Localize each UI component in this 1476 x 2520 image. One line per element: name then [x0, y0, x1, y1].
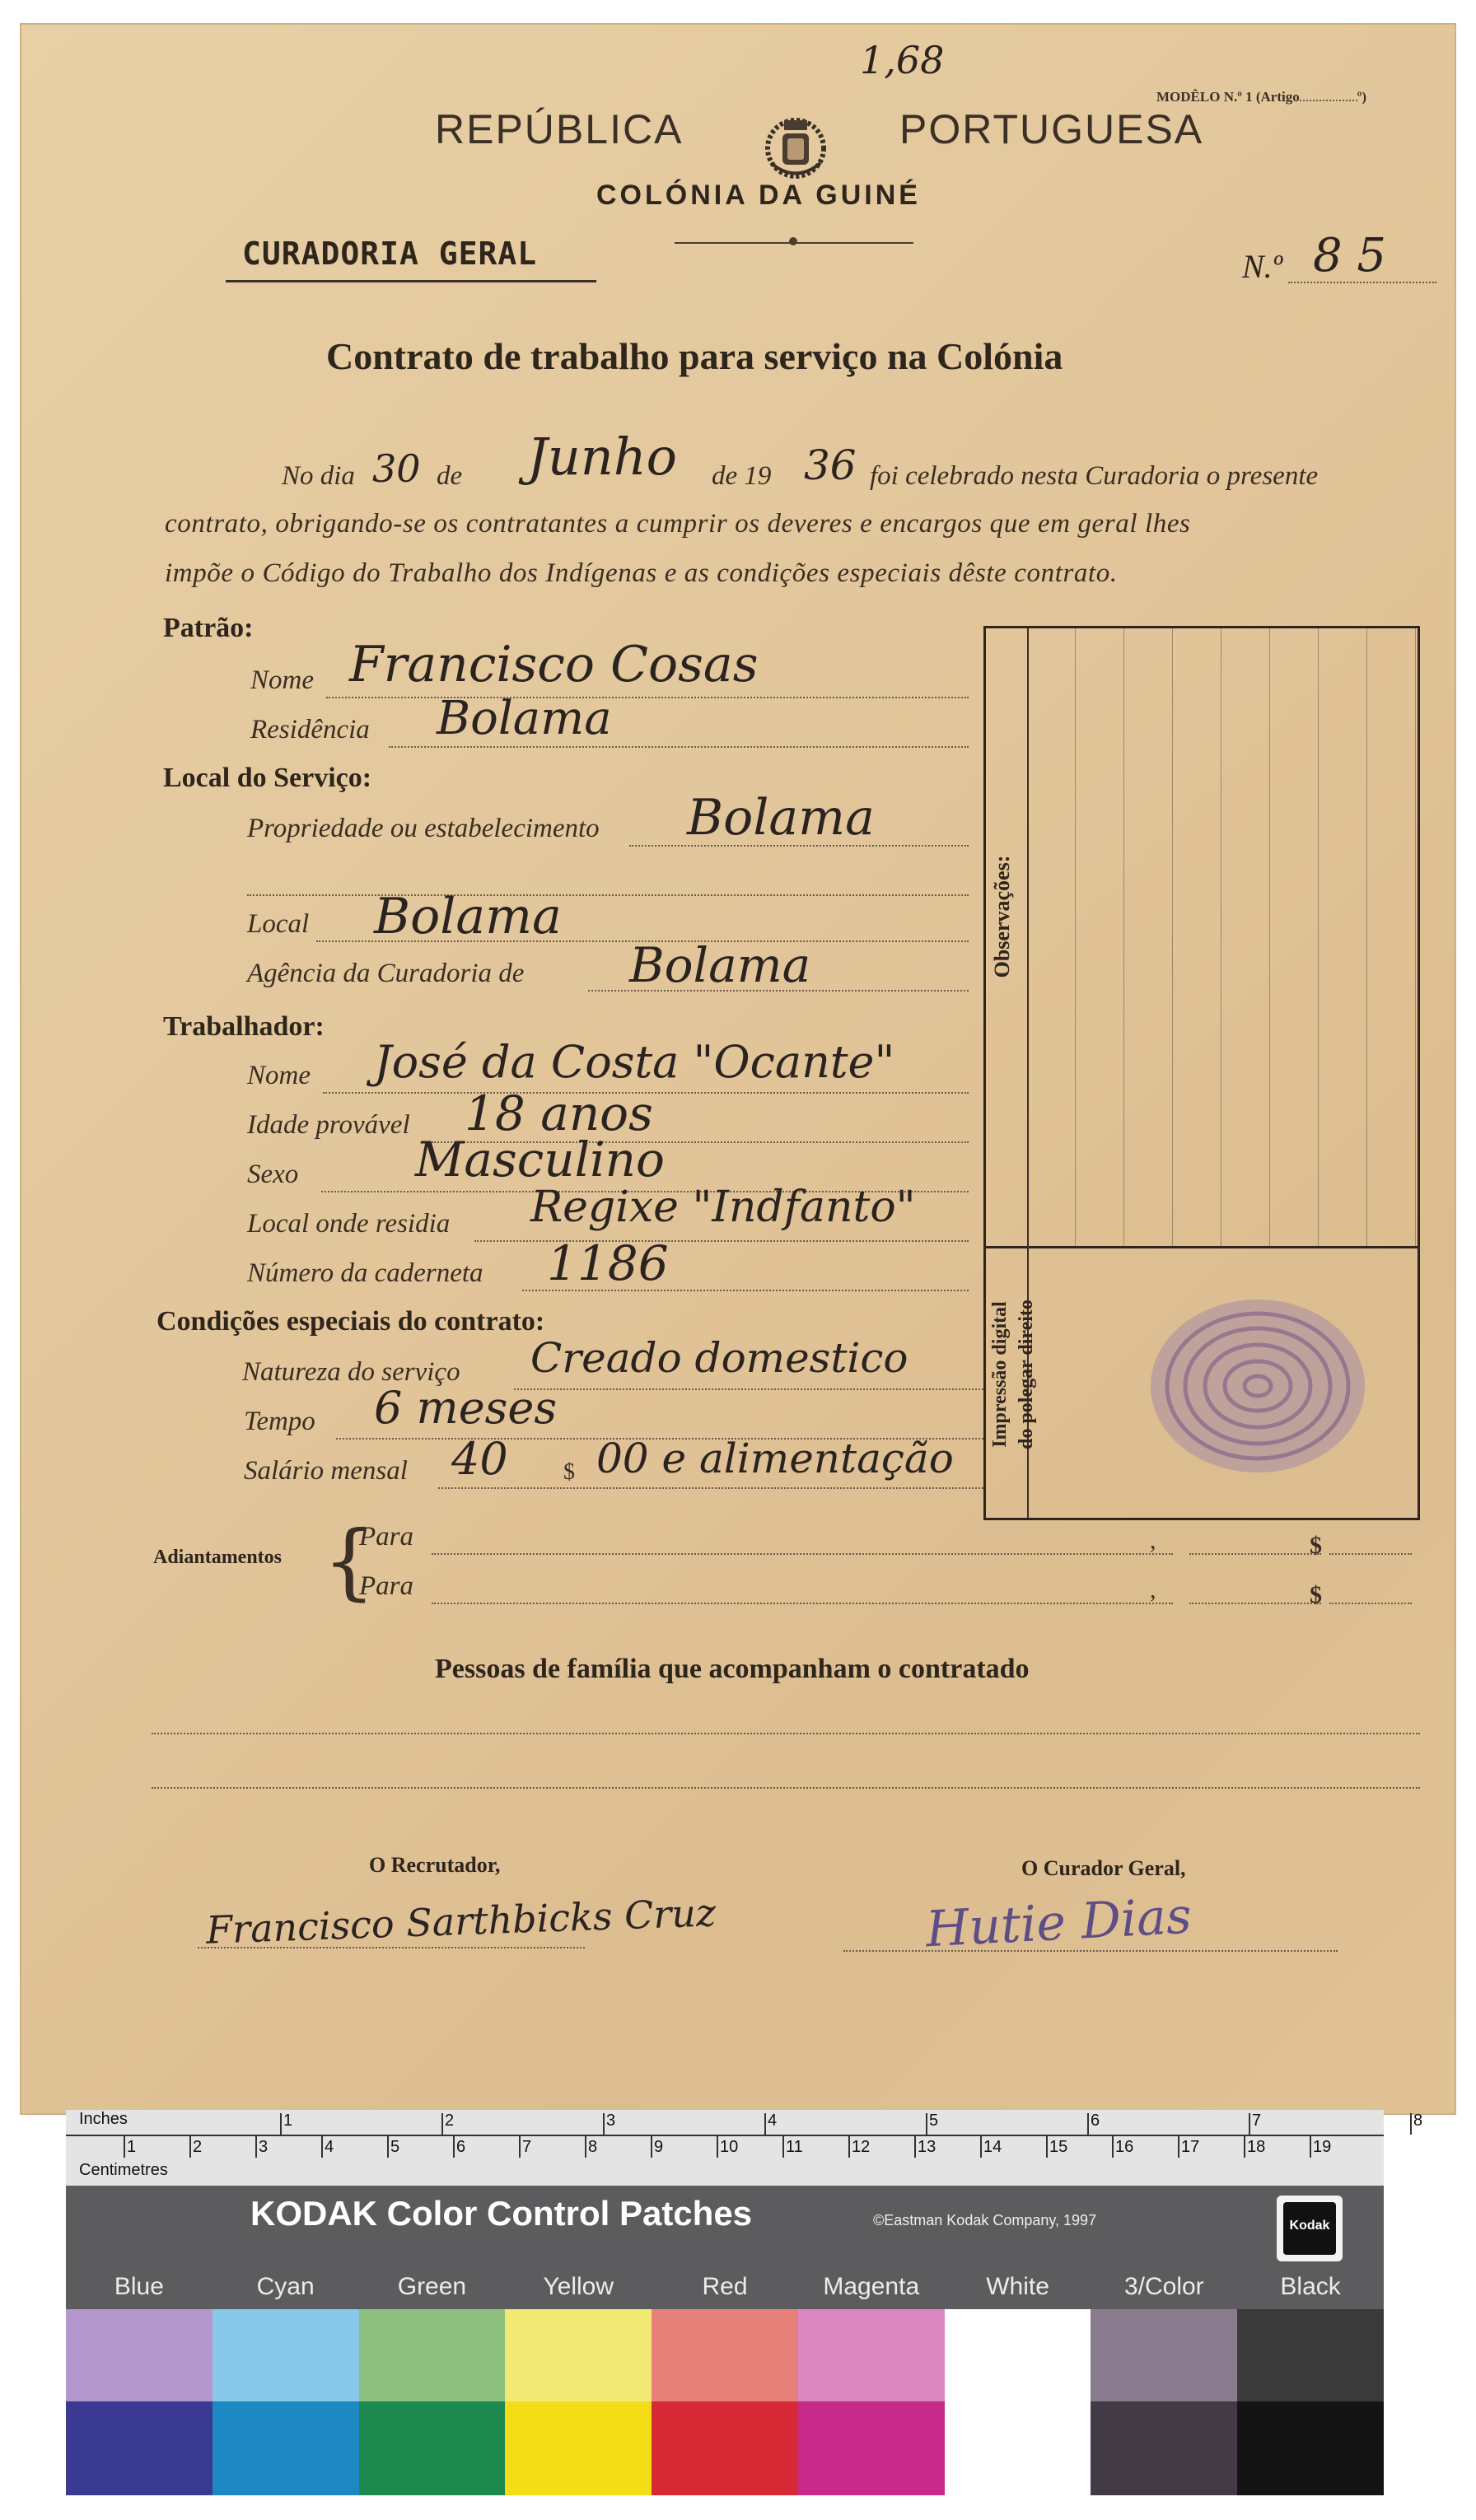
kodak-color-label: Green	[397, 2273, 467, 2300]
ruler-inch-number: 3	[606, 2112, 616, 2130]
fingerprint-rule	[986, 1246, 1418, 1248]
ruler-inch-number: 5	[929, 2112, 939, 2130]
natureza-line	[514, 1388, 983, 1390]
local-value: Bolama	[374, 888, 562, 945]
kodak-patch-dark	[652, 2401, 798, 2495]
kodak-patch-dark	[1091, 2401, 1237, 2495]
ruler-inch-tick	[603, 2113, 605, 2135]
intro-year: 36	[804, 441, 857, 489]
ruler-cm-number: 8	[588, 2138, 598, 2156]
ruler-cm-tick	[1310, 2135, 1311, 2158]
familia-line-2	[152, 1787, 1420, 1789]
ruler-cm-number: 18	[1247, 2138, 1266, 2156]
tempo-value: 6 meses	[374, 1382, 558, 1434]
intro-de: de	[437, 461, 463, 491]
number-line	[1288, 282, 1436, 283]
ruler-cm-tick	[1178, 2135, 1179, 2158]
ruler-inch-number: 2	[445, 2112, 455, 2130]
kodak-copyright: ©Eastman Kodak Company, 1997	[873, 2212, 1097, 2228]
office-title: CURADORIA GERAL	[242, 236, 538, 272]
kodak-logo	[1277, 2196, 1343, 2261]
curador-line	[843, 1950, 1338, 1952]
ruler-cm-tick	[1112, 2135, 1114, 2158]
kodak-patch-dark	[945, 2401, 1091, 2495]
agencia-value: Bolama	[629, 937, 811, 993]
kodak-color-label: Yellow	[543, 2273, 614, 2300]
ruler-cm-number: 17	[1181, 2138, 1200, 2156]
local-servico-heading: Local do Serviço:	[163, 763, 372, 793]
ruler-cm-tick	[321, 2135, 323, 2158]
number-label: N.º	[1242, 248, 1283, 285]
patrao-residencia-value: Bolama	[437, 692, 612, 745]
top-annotation: 1,68	[860, 38, 945, 82]
ruler-cm-tick	[717, 2135, 718, 2158]
adiantamentos-line-1	[432, 1553, 1173, 1555]
ruler-cm-number: 3	[259, 2138, 269, 2156]
trabalhador-heading: Trabalhador:	[163, 1011, 325, 1042]
patrao-residencia-line	[389, 746, 969, 748]
ruler-cm-tick	[189, 2135, 191, 2158]
tempo-label: Tempo	[244, 1407, 315, 1436]
ruler-cm-tick	[387, 2135, 389, 2158]
measurement-ruler	[66, 2110, 1423, 2186]
ruler-inch-tick	[441, 2113, 443, 2135]
adiantamentos-comma-1: ,	[1150, 1527, 1156, 1554]
adiantamentos-label: Adiantamentos	[153, 1547, 283, 1568]
ruler-cm-number: 16	[1115, 2138, 1134, 2156]
contract-title: Contrato de trabalho para serviço na Colónia	[326, 335, 1063, 377]
ruler-inch-number: 4	[768, 2112, 778, 2130]
ruler-cm-number: 12	[852, 2138, 871, 2156]
model-end: º)	[1357, 89, 1366, 105]
adiantamentos-para-1: Para	[359, 1522, 413, 1552]
ruler-cm-tick	[519, 2135, 521, 2158]
salario-line	[438, 1487, 983, 1489]
colony-rule-dot	[789, 237, 797, 245]
ruler-cm-number: 6	[456, 2138, 466, 2156]
ruler-inch-number: 7	[1252, 2112, 1262, 2130]
agencia-label: Agência da Curadoria de	[247, 959, 525, 988]
ruler-cm-number: 13	[918, 2138, 937, 2156]
header-portuguesa: PORTUGUESA	[899, 106, 1204, 152]
familia-line-1	[152, 1733, 1420, 1734]
kodak-patch-dark	[359, 2401, 506, 2495]
fingerprint-label-2: do polegar direito	[1016, 1300, 1037, 1449]
ruler-cm-tick	[980, 2135, 982, 2158]
trabalhador-nome-value: José da Costa "Ocante"	[374, 1036, 895, 1088]
ruler-inch-number: 6	[1091, 2112, 1100, 2130]
ruler-cm-number: 11	[786, 2138, 803, 2156]
trabalhador-nome-label: Nome	[247, 1061, 311, 1090]
kodak-color-label: Magenta	[823, 2273, 920, 2300]
curador-label: O Curador Geral,	[1021, 1856, 1186, 1880]
kodak-logo-text: Kodak	[1289, 2219, 1330, 2233]
caderneta-label: Número da caderneta	[247, 1258, 483, 1288]
kodak-patch-light	[945, 2309, 1091, 2401]
office-rule	[226, 280, 596, 282]
kodak-patch-dark	[1237, 2401, 1384, 2495]
patrao-nome-line	[326, 697, 969, 698]
ruler-cm-number: 19	[1313, 2138, 1332, 2156]
ruler-inch-number: 8	[1413, 2112, 1423, 2130]
natureza-label: Natureza do serviço	[242, 1357, 460, 1387]
intro-line2: contrato, obrigando-se os contratantes a cumprir os deveres e encargos que em geral lhes	[165, 509, 1191, 539]
ruler-cm-tick	[1244, 2135, 1245, 2158]
ruler-inch-tick	[1249, 2113, 1250, 2135]
colony-title: COLÓNIA DA GUINÉ	[596, 180, 921, 211]
ruler-inch-tick	[764, 2113, 766, 2135]
recrutador-line	[198, 1947, 585, 1948]
ruler-cm-number: 4	[325, 2138, 334, 2156]
intro-day: 30	[372, 446, 421, 491]
salario-value: 40	[451, 1433, 508, 1485]
kodak-color-label: Blue	[114, 2273, 164, 2300]
observations-label: Observações:	[990, 855, 1014, 978]
adiantamentos-comma-2: ,	[1150, 1576, 1156, 1603]
sexo-label: Sexo	[247, 1160, 299, 1189]
salario-label: Salário mensal	[244, 1456, 408, 1486]
propriedade-line-2	[247, 894, 969, 896]
intro-no-dia: No dia	[282, 461, 355, 491]
adiantamentos-amount-line-2	[1189, 1603, 1321, 1604]
curador-signature: Hutie Dias	[924, 1887, 1193, 1959]
observations-grid	[1027, 628, 1416, 1246]
kodak-patch-light	[652, 2309, 798, 2401]
adiantamentos-line-2	[432, 1603, 1173, 1604]
ruler-cm-tick	[651, 2135, 652, 2158]
ruler-inches-label: Inches	[79, 2110, 128, 2128]
ruler-cm-number: 2	[193, 2138, 203, 2156]
ruler-cm-tick	[1046, 2135, 1048, 2158]
ruler-cm-number: 15	[1049, 2138, 1068, 2156]
kodak-color-label: Red	[702, 2273, 748, 2300]
patrao-nome-label: Nome	[250, 665, 314, 695]
kodak-color-label: Cyan	[256, 2273, 315, 2300]
ruler-inch-tick	[1410, 2113, 1412, 2135]
ruler-cm-number: 7	[522, 2138, 532, 2156]
fingerprint-icon	[1134, 1287, 1381, 1485]
patrao-residencia-label: Residência	[250, 715, 370, 744]
idade-value: 18 anos	[465, 1085, 653, 1141]
adiantamentos-para-2: Para	[359, 1571, 413, 1601]
natureza-value: Creado domestico	[530, 1334, 908, 1382]
kodak-patch-light	[505, 2309, 652, 2401]
recrutador-label: O Recrutador,	[369, 1853, 501, 1877]
header-republica: REPÚBLICA	[435, 106, 684, 152]
intro-de-19: de 19	[712, 461, 772, 491]
patrao-heading: Patrão:	[163, 613, 254, 643]
fingerprint-label-1: Impressão digital	[989, 1301, 1011, 1448]
adiantamentos-amount-line-1	[1189, 1553, 1321, 1555]
kodak-patch-dark	[213, 2401, 359, 2495]
ruler-cm-number: 1	[127, 2138, 137, 2156]
ruler-cm-tick	[782, 2135, 784, 2158]
model-label: MODÊLO N.º 1 (Artigo	[1156, 89, 1300, 105]
ruler-centimetres-label: Centimetres	[79, 2161, 168, 2179]
propriedade-label: Propriedade ou estabelecimento	[247, 814, 600, 843]
residia-label: Local onde residia	[247, 1209, 451, 1239]
kodak-color-label: Black	[1280, 2273, 1341, 2300]
kodak-patch-light	[359, 2309, 506, 2401]
caderneta-value: 1186	[547, 1235, 669, 1291]
ruler-cm-tick	[255, 2135, 257, 2158]
observations-box	[983, 626, 1420, 1520]
coat-of-arms-icon	[754, 105, 837, 188]
ruler-cm-tick	[914, 2135, 916, 2158]
ruler-inch-tick	[1087, 2113, 1089, 2135]
propriedade-value: Bolama	[687, 789, 875, 847]
sexo-value: Masculino	[415, 1132, 665, 1188]
ruler-cm-number: 5	[390, 2138, 400, 2156]
model-number	[1156, 89, 1366, 105]
ruler-midline	[66, 2135, 1384, 2136]
intro-line3: impõe o Código do Trabalho dos Indígenas e as condições especiais dêste contrato.	[165, 558, 1118, 588]
kodak-patch-light	[66, 2309, 213, 2401]
ruler-inch-tick	[280, 2113, 282, 2135]
kodak-patch-light	[213, 2309, 359, 2401]
kodak-patch-dark	[505, 2401, 652, 2495]
ruler-cm-number: 14	[983, 2138, 1002, 2156]
local-label: Local	[247, 909, 310, 939]
kodak-patch-dark	[798, 2401, 945, 2495]
adiantamentos-cents-line-2	[1329, 1603, 1412, 1604]
ruler-cm-tick	[124, 2135, 125, 2158]
ruler-cm-number: 10	[720, 2138, 739, 2156]
adiantamentos-dollar-1: $	[1310, 1532, 1322, 1559]
familia-heading: Pessoas de família que acompanham o contratado	[435, 1654, 1030, 1684]
adiantamentos-brace: {	[323, 1513, 376, 1609]
intro-month: Junho	[527, 427, 677, 487]
adiantamentos-dollar-2: $	[1310, 1581, 1322, 1608]
ruler-cm-number: 9	[654, 2138, 664, 2156]
ruler-inch-tick	[926, 2113, 927, 2135]
salario-dollar: $	[563, 1459, 575, 1485]
kodak-patch-light	[1091, 2309, 1237, 2401]
document-paper	[20, 23, 1456, 2115]
kodak-title: KODAK Color Control Patches	[250, 2194, 753, 2233]
kodak-patch-light	[1237, 2309, 1384, 2401]
ruler-inch-number: 1	[283, 2112, 293, 2130]
intro-line1-end: foi celebrado nesta Curadoria o presente	[870, 461, 1319, 491]
kodak-color-strip	[66, 2186, 1384, 2495]
ruler-cm-tick	[453, 2135, 455, 2158]
adiantamentos-cents-line-1	[1329, 1553, 1412, 1555]
idade-label: Idade provável	[247, 1110, 410, 1140]
condicoes-heading: Condições especiais do contrato:	[156, 1306, 545, 1337]
kodak-patch-dark	[66, 2401, 213, 2495]
residia-value: Regixe "Indfanto"	[530, 1183, 916, 1232]
patrao-nome-value: Francisco Cosas	[349, 636, 759, 693]
recrutador-signature: Francisco Sarthbicks Cruz	[205, 1890, 717, 1953]
kodak-patch-light	[798, 2309, 945, 2401]
kodak-color-label: White	[986, 2273, 1049, 2300]
salario-extra: 00 e alimentação	[596, 1435, 954, 1482]
kodak-color-label: 3/Color	[1123, 2273, 1204, 2300]
ruler-cm-tick	[848, 2135, 850, 2158]
ruler-cm-tick	[585, 2135, 586, 2158]
number-value: 8 5	[1313, 229, 1387, 282]
